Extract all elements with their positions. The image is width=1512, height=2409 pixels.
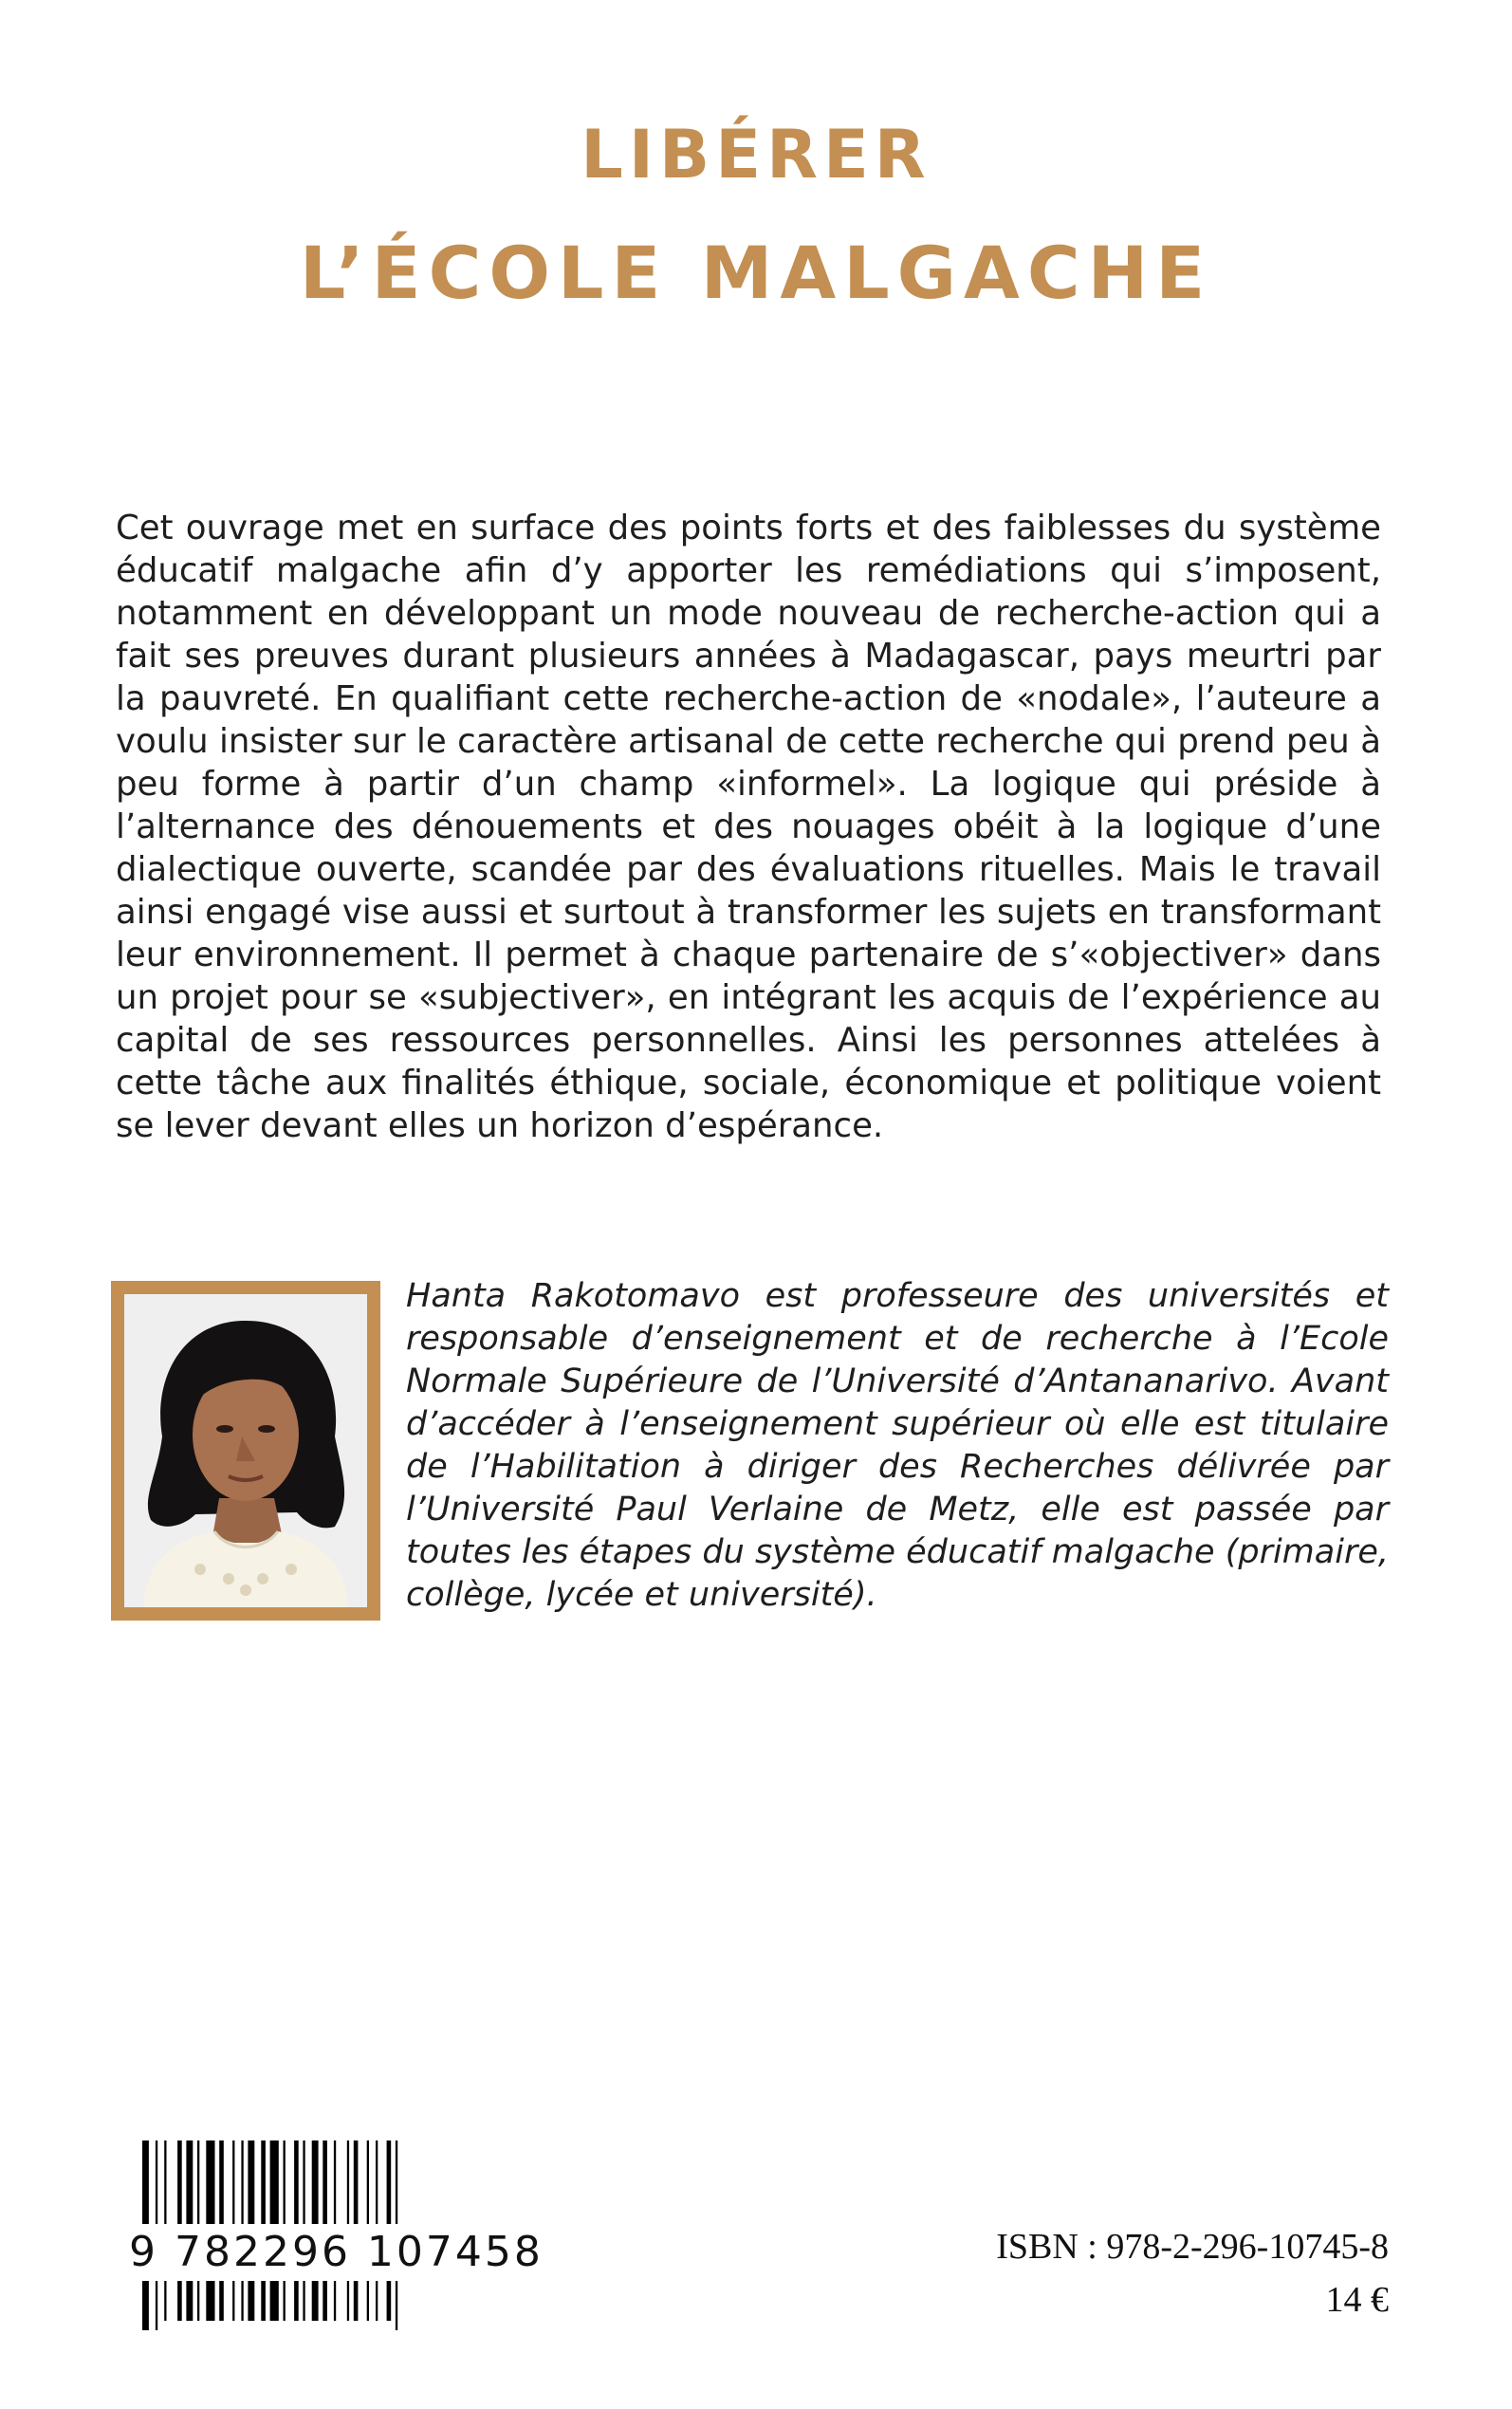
author-bio: Hanta Rakotomavo est professeure des universités et responsable d’enseignement et de recherche à l’Ecole Normale Supérieure de l’Université d’Antananarivo. Avant d’accéder à l’enseignement supérieur où elle est titulaire de l’Habilitation à diriger des Recherches délivrée par l’Université Paul Verlaine de Metz, elle est passée par toutes les étapes du système éducatif malgache (primaire, collège, lycée et université). <box>406 1277 1389 1614</box>
author-photo-frame <box>111 1281 380 1621</box>
isbn: ISBN : 978-2-296-10745-8 <box>996 2227 1389 2267</box>
title-line-2: L’ÉCOLE MALGACHE <box>299 231 1213 315</box>
barcode-digits: 9 782296 107458 <box>129 2224 537 2281</box>
price: 14 € <box>1325 2280 1389 2320</box>
author-photo <box>124 1294 367 1607</box>
title-line-1: LIBÉRER <box>581 116 931 194</box>
book-summary: Cet ouvrage met en surface des points forts et des faiblesses du système éducatif malgache afin d’y apporter les remédiations qui s’imposent, notamment en développant un mode nouveau de recherche-action qui a fait ses preuves durant plusieurs années à Madagascar, pays meurtri par la pauvreté. En qualifiant cette recherche-action de «nodale», l’auteure a voulu insister sur le caractère artisanal de cette recherche qui prend peu à peu forme à partir d’un champ «informel». La logique qui préside à l’alternance des dénouements et des nouages obéit à la logique d’une dialectique ouverte, scandée par des évaluations rituelles. Mais le travail ainsi engagé vise aussi et surtout à transformer les sujets en transformant leur environnement. Il permet à chaque partenaire de s’«objectiver» dans un projet pour se «subjectiver», en intégrant les acquis de l’expérience au capital de ses ressources personnelles. Ainsi les personnes attelées à cette tâche aux finalités éthique, sociale, économique et politique voient se lever devant elles un horizon d’espérance. <box>116 509 1381 1145</box>
